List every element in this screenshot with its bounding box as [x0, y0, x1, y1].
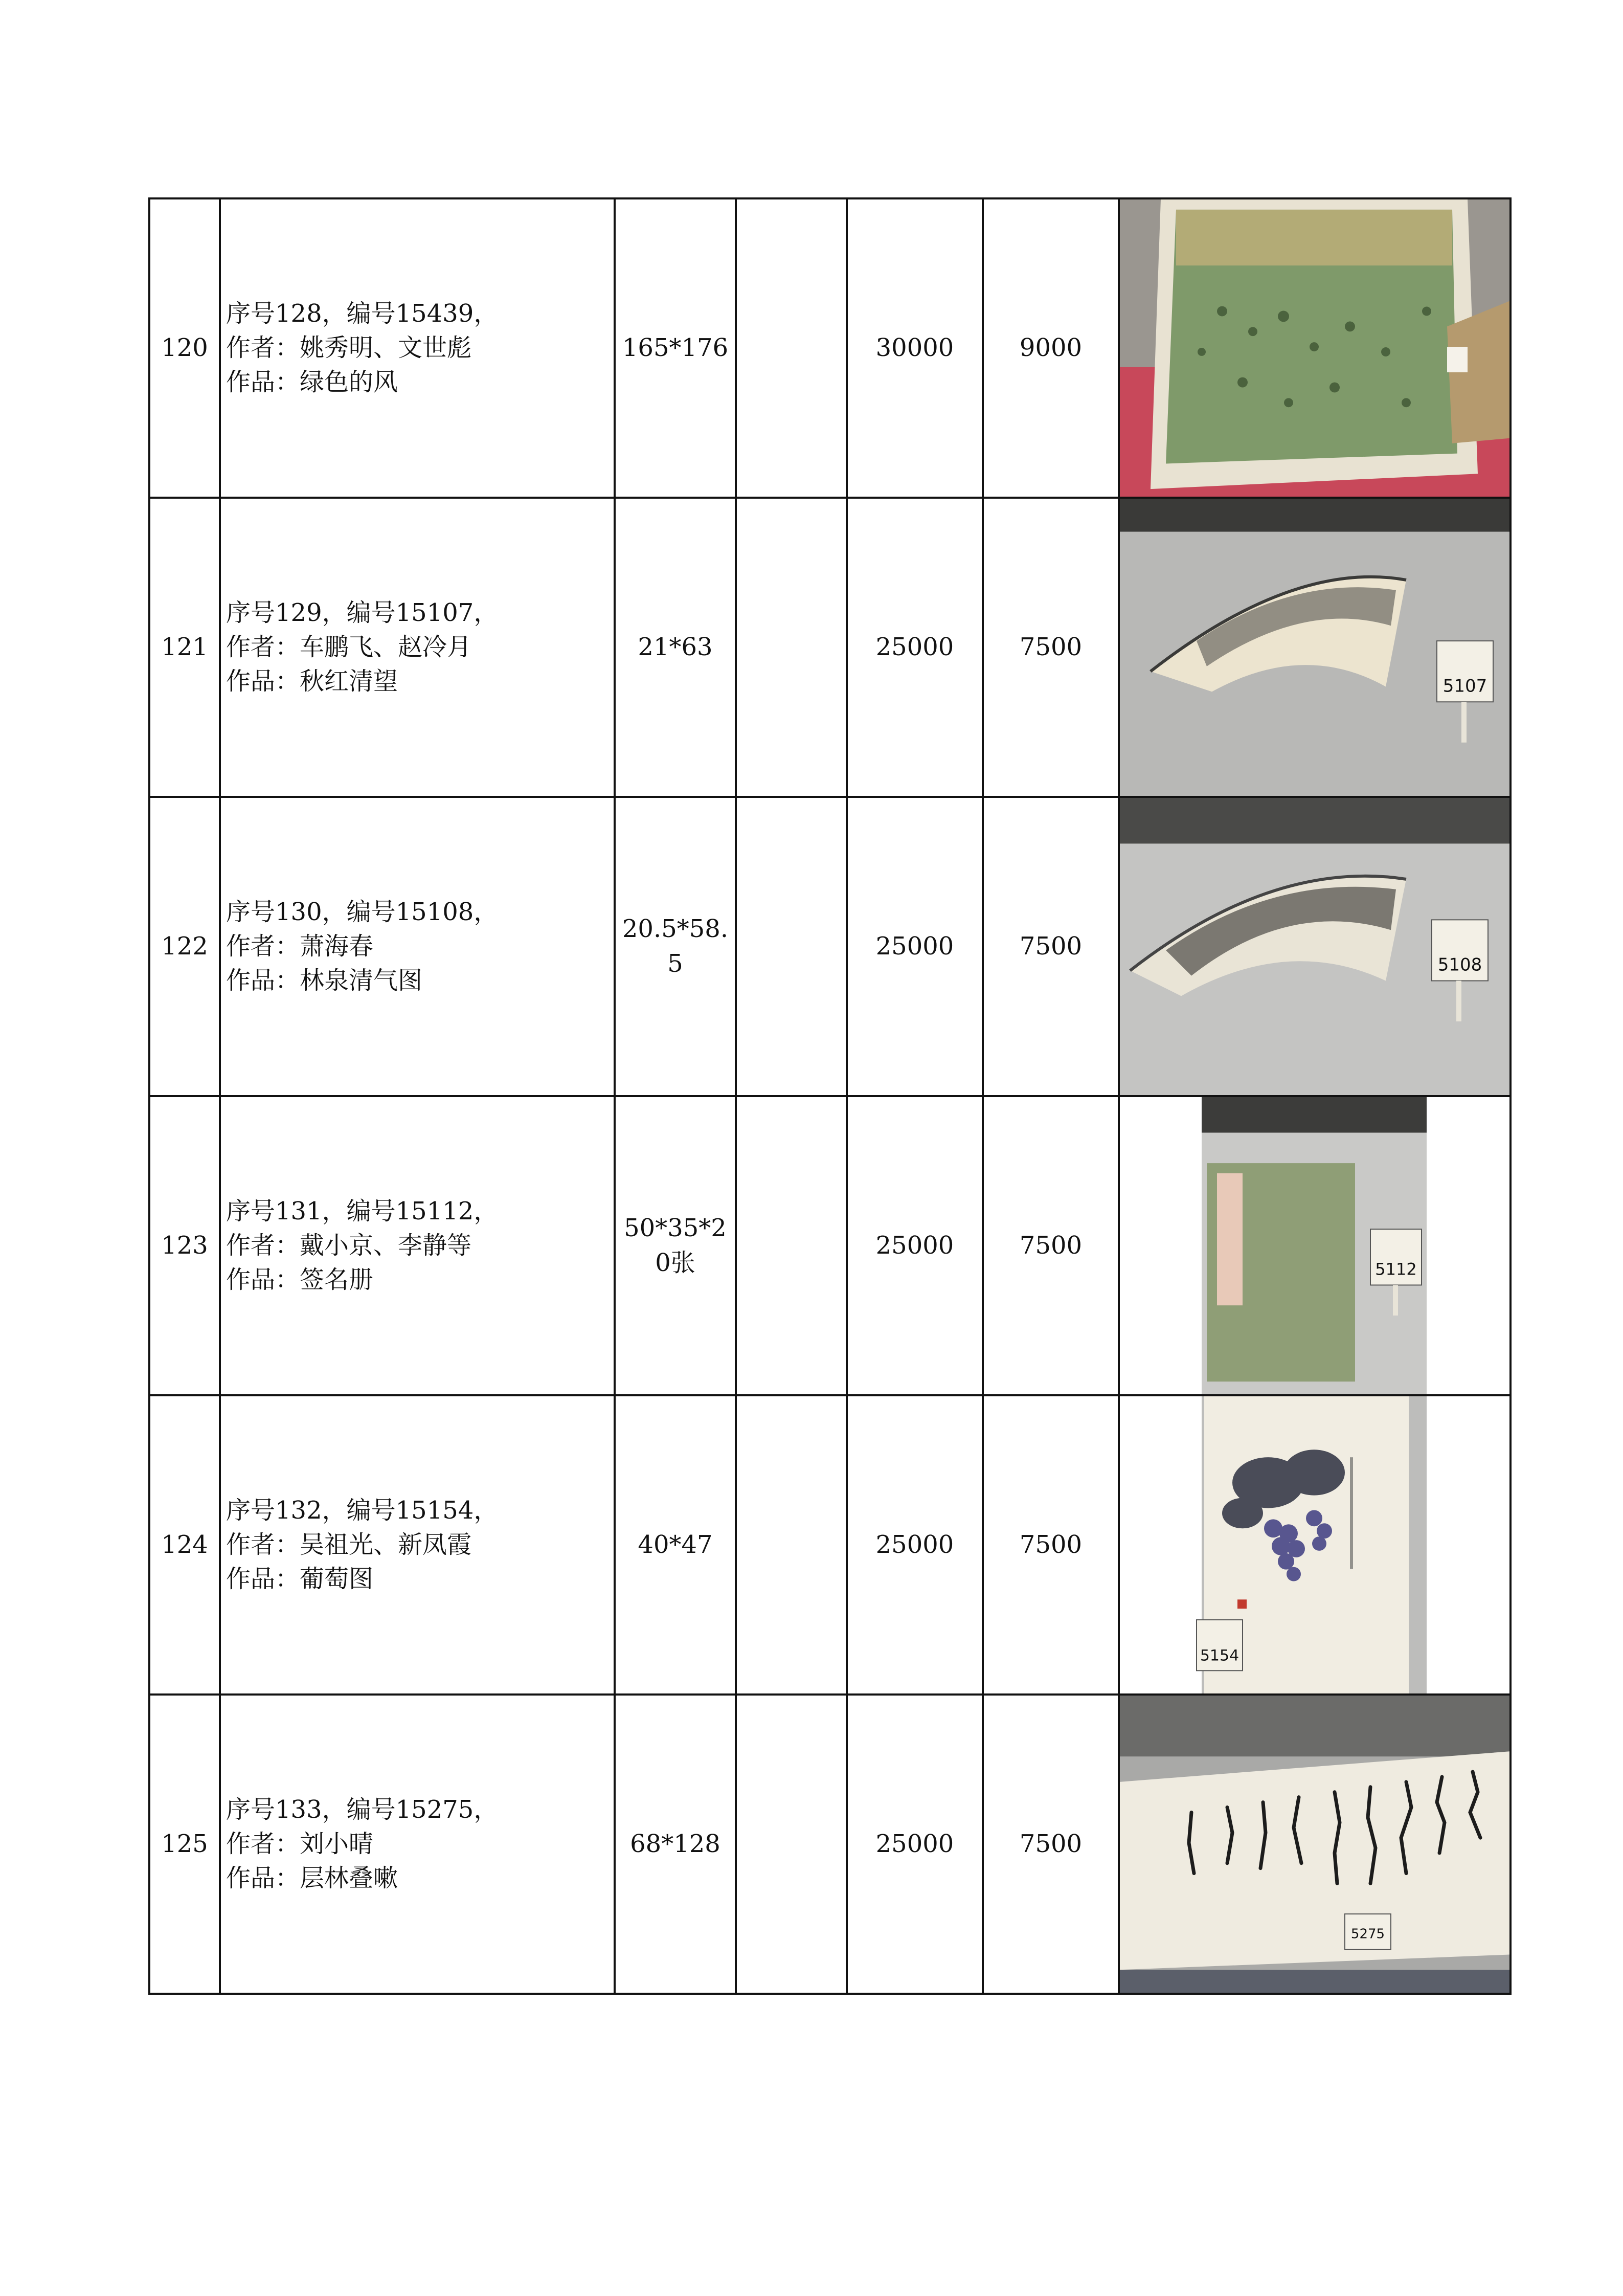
artwork-size: 21*63: [615, 498, 736, 797]
lot-number-line: 序号131，编号15112，: [226, 1196, 499, 1225]
artwork-photo: [1119, 1395, 1511, 1695]
artwork-photo: [1119, 797, 1511, 1096]
author-line: 作者：车鹏飞、赵冷月: [226, 632, 472, 661]
row-index: 125: [149, 1695, 220, 1994]
estimate-cell: 7500: [983, 1695, 1119, 1994]
price-cell: 25000: [847, 1395, 983, 1695]
lot-number-line: 序号132，编号15154，: [226, 1496, 499, 1525]
author-line: 作者：萧海春: [226, 931, 374, 961]
artwork-description: [220, 797, 615, 1096]
row-index: 121: [149, 498, 220, 797]
lot-tag-number: 5112: [1375, 1259, 1417, 1279]
table-row: [149, 498, 1511, 797]
title-line: 作品：秋红清望: [226, 667, 398, 696]
estimate-cell: 7500: [983, 797, 1119, 1096]
artwork-size: 165*176: [615, 198, 736, 498]
lot-number-line: 序号133，编号15275，: [226, 1795, 499, 1824]
price-cell: 25000: [847, 1096, 983, 1395]
table-row: [149, 1096, 1511, 1395]
title-line: 作品：层林叠嗽: [226, 1864, 398, 1893]
artwork-description: [220, 198, 615, 498]
artwork-photo: [1119, 498, 1511, 797]
empty-cell: [736, 198, 847, 498]
artwork-table: [148, 197, 1512, 1995]
lot-tag-number: 5154: [1200, 1646, 1239, 1665]
title-line: 作品：葡萄图: [226, 1565, 374, 1594]
table-row: [149, 1695, 1511, 1994]
empty-cell: [736, 498, 847, 797]
empty-cell: [736, 1695, 847, 1994]
artwork-size: 50*35*20张: [615, 1096, 736, 1395]
price-cell: 30000: [847, 198, 983, 498]
fan-painting-photo: [1120, 798, 1509, 1095]
lot-number-line: 序号129，编号15107，: [226, 598, 499, 627]
row-index: 124: [149, 1395, 220, 1695]
estimate-cell: 7500: [983, 498, 1119, 797]
estimate-cell: 7500: [983, 1395, 1119, 1695]
empty-cell: [736, 1096, 847, 1395]
grape-painting-photo: [1120, 1396, 1509, 1693]
empty-cell: [736, 1395, 847, 1695]
table-row: [149, 1395, 1511, 1695]
empty-cell: [736, 797, 847, 1096]
table-row: [149, 198, 1511, 498]
lot-tag-number: 5275: [1350, 1926, 1385, 1942]
artwork-description: [220, 1096, 615, 1395]
author-line: 作者：姚秀明、文世彪: [226, 333, 472, 362]
fan-painting-photo: [1120, 499, 1509, 796]
lot-tag-number: 5108: [1437, 954, 1482, 975]
author-line: 作者：戴小京、李静等: [226, 1231, 472, 1260]
artwork-size: 40*47: [615, 1395, 736, 1695]
row-index: 120: [149, 198, 220, 498]
title-line: 作品：绿色的风: [226, 368, 398, 397]
lot-number-line: 序号130，编号15108，: [226, 897, 499, 926]
artwork-photo: [1119, 1695, 1511, 1994]
title-line: 作品：林泉清气图: [226, 966, 423, 995]
author-line: 作者：吴祖光、新凤霞: [226, 1530, 472, 1559]
table-row: [149, 797, 1511, 1096]
artwork-size: 68*128: [615, 1695, 736, 1994]
artwork-size: 20.5*58.5: [615, 797, 736, 1096]
artwork-description: [220, 498, 615, 797]
row-index: 122: [149, 797, 220, 1096]
price-cell: 25000: [847, 797, 983, 1096]
artwork-photo: [1119, 1096, 1511, 1395]
artwork-description: [220, 1395, 615, 1695]
green-landscape-painting-photo: [1120, 199, 1509, 497]
artwork-photo: [1119, 198, 1511, 498]
lot-tag-number: 5107: [1442, 676, 1487, 696]
estimate-cell: 7500: [983, 1096, 1119, 1395]
calligraphy-scroll-photo: [1120, 1696, 1509, 1993]
title-line: 作品：签名册: [226, 1265, 374, 1295]
row-index: 123: [149, 1096, 220, 1395]
price-cell: 25000: [847, 498, 983, 797]
lot-number-line: 序号128，编号15439，: [226, 299, 499, 328]
artwork-description: [220, 1695, 615, 1994]
estimate-cell: 9000: [983, 198, 1119, 498]
price-cell: 25000: [847, 1695, 983, 1994]
author-line: 作者：刘小晴: [226, 1829, 374, 1858]
album-book-photo: [1120, 1097, 1509, 1394]
